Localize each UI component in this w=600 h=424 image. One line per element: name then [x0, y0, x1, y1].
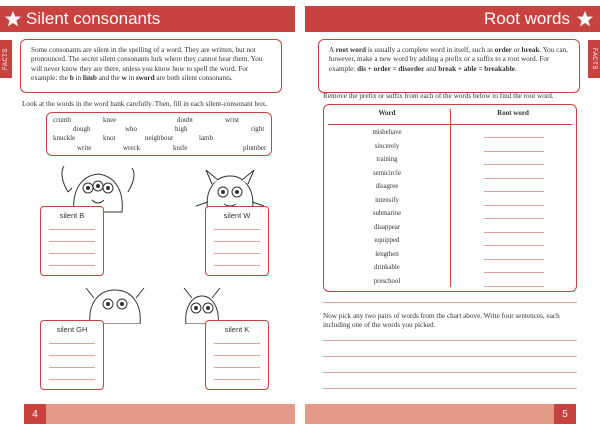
root-word-answer-line[interactable]: [484, 164, 544, 165]
table-word: equipped: [374, 237, 400, 244]
root-word-answer-line[interactable]: [484, 272, 544, 273]
word-bank-item: lamb: [199, 134, 213, 142]
word-bank-item: plumber: [243, 144, 267, 152]
left-page-title: Silent consonants: [26, 9, 161, 28]
root-word-answer-line[interactable]: [484, 232, 544, 233]
table-word: misbehave: [372, 129, 402, 136]
word-bank-item: knuckle: [53, 134, 76, 142]
monster-illustration: [172, 288, 232, 324]
root-word-answer-line[interactable]: [484, 286, 544, 287]
left-page-number: 4: [24, 404, 46, 424]
left-info-text: Some consonants are silent in the spelling of a word. They are written, but not pronounced. The secret silent consonants lurk where they cannot hear them. You will never know they are there, unless you know how to spell the word. For example: the b in limb and the w in sword are both silent consonants.: [31, 46, 263, 83]
word-bank-item: knife: [173, 144, 188, 152]
answer-line[interactable]: [214, 265, 260, 266]
root-word-table: [323, 104, 577, 292]
root-word-answer-line[interactable]: [484, 137, 544, 138]
word-bank-item: write: [77, 144, 92, 152]
sentence-line[interactable]: [323, 356, 577, 357]
root-word-answer-line[interactable]: [484, 151, 544, 152]
right-title-bar: [305, 6, 600, 32]
left-title-bar: [0, 6, 295, 32]
word-bank-item: high: [175, 125, 188, 133]
table-word: sincerely: [374, 142, 400, 150]
left-footer-bar: [24, 404, 295, 424]
root-word-answer-line[interactable]: [484, 245, 544, 246]
table-word: intensify: [375, 196, 399, 204]
root-word-answer-line[interactable]: [484, 191, 544, 192]
answer-line[interactable]: [49, 367, 95, 368]
root-word-answer-line[interactable]: [484, 259, 544, 260]
right-facts-tab: FACTS: [588, 40, 600, 78]
right-info-text: A root word is usually a complete word in itself, such as order or break. You can, however, make a new word by adding a prefix or a suffix to a root word. For example: dis + order = disorder and break + able = breakable.: [329, 46, 568, 73]
silent-w-title: silent W: [223, 211, 251, 220]
root-word-answer-line[interactable]: [484, 178, 544, 179]
table-word: preschool: [373, 277, 401, 285]
word-bank: [46, 112, 272, 156]
divider: [323, 302, 577, 303]
sentence-line[interactable]: [323, 340, 577, 341]
left-info-box: [20, 39, 282, 93]
right-page-number: 5: [554, 404, 576, 424]
answer-line[interactable]: [49, 253, 95, 254]
star-icon: [4, 10, 22, 28]
answer-line[interactable]: [214, 241, 260, 242]
answer-line[interactable]: [214, 229, 260, 230]
word-bank-item: crumb: [53, 116, 71, 124]
word-bank-item: neighbour: [145, 134, 174, 142]
root-word-answer-line[interactable]: [484, 205, 544, 206]
answer-line[interactable]: [214, 253, 260, 254]
right-info-box: [318, 39, 580, 93]
table-word: disagree: [375, 183, 399, 190]
silent-k-box: [205, 320, 269, 390]
root-column-header: Root word: [497, 109, 529, 117]
sentence-line[interactable]: [323, 372, 577, 373]
word-bank-item: who: [125, 125, 138, 133]
answer-line[interactable]: [214, 355, 260, 356]
word-bank-item: wrist: [225, 116, 239, 124]
monster-illustration: [80, 284, 150, 324]
answer-line[interactable]: [49, 241, 95, 242]
silent-b-title: silent B: [59, 211, 85, 220]
word-column-header: Word: [378, 109, 396, 117]
table-word: lengthen: [375, 250, 399, 258]
answer-line[interactable]: [214, 379, 260, 380]
table-word: submarine: [372, 210, 402, 217]
word-bank-item: knee: [103, 116, 117, 124]
word-bank-item: dough: [73, 125, 91, 133]
word-bank-item: wreck: [123, 144, 141, 152]
table-word: semicircle: [373, 169, 401, 177]
word-bank-item: doubt: [177, 116, 193, 124]
left-facts-tab: FACTS: [0, 40, 12, 78]
word-bank-item: knot: [103, 134, 116, 142]
column-divider: [450, 109, 451, 287]
left-instruction: Look at the words in the word bank carefully. Then, fill in each silent-consonant box.: [22, 100, 268, 108]
sentence-line[interactable]: [323, 388, 577, 389]
word-bank-item: right: [251, 125, 265, 133]
table-word: disappear: [373, 223, 401, 231]
answer-line[interactable]: [49, 343, 95, 344]
star-icon: [576, 10, 594, 28]
silent-gh-title: silent GH: [56, 325, 88, 334]
sentence-instruction: Now pick any two pairs of words from the chart above. Write four sentences, each including one of the words you picked.: [323, 312, 560, 329]
silent-b-box: [40, 206, 104, 276]
silent-k-title: silent K: [224, 325, 250, 334]
table-word: drinkable: [374, 264, 400, 271]
silent-gh-box: [40, 320, 104, 390]
answer-line[interactable]: [214, 343, 260, 344]
root-word-answer-line[interactable]: [484, 218, 544, 219]
answer-line[interactable]: [49, 379, 95, 380]
answer-line[interactable]: [214, 367, 260, 368]
right-footer-bar: [305, 404, 576, 424]
right-instruction: Remove the prefix or suffix from each of the words below to find the root word.: [323, 92, 554, 100]
silent-w-box: [205, 206, 269, 276]
answer-line[interactable]: [49, 355, 95, 356]
answer-line[interactable]: [49, 229, 95, 230]
table-word: training: [376, 156, 398, 163]
right-page-title: Root words: [484, 9, 570, 28]
answer-line[interactable]: [49, 265, 95, 266]
